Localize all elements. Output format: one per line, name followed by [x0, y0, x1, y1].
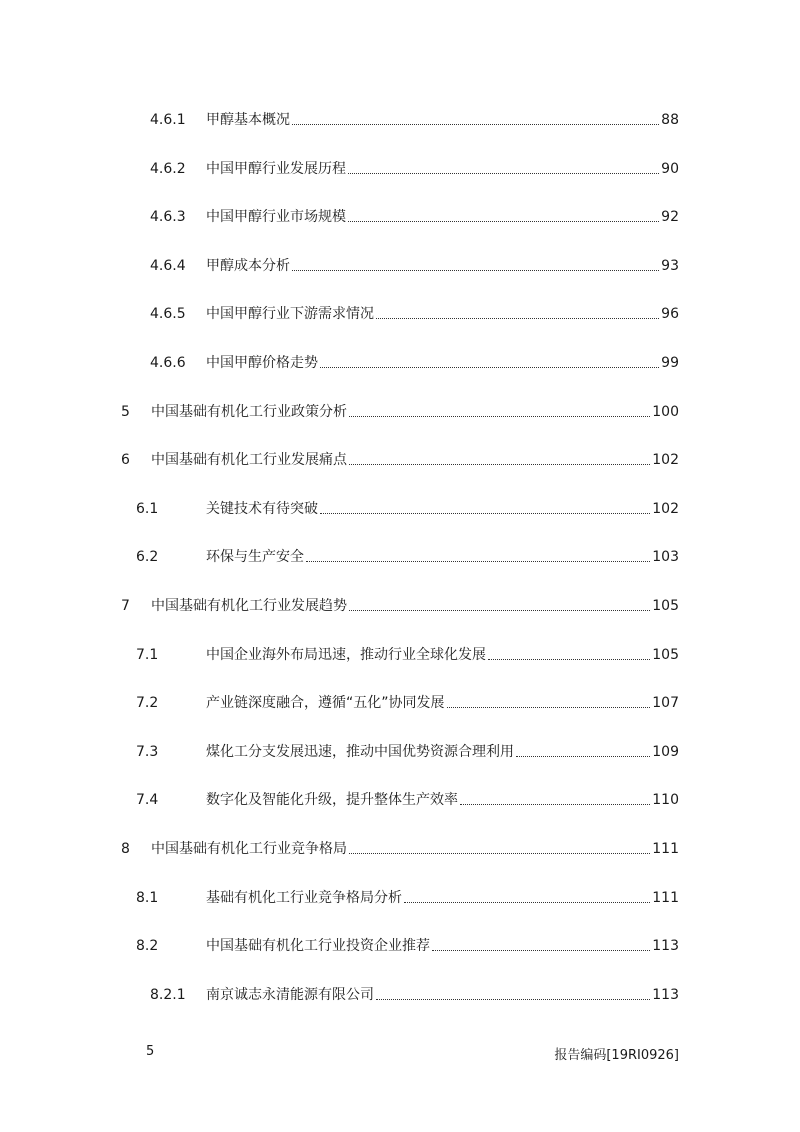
toc-entry-title: 中国基础有机化工行业发展痛点 [151, 452, 347, 469]
toc-entry-number: 4.6.3 [150, 209, 186, 226]
toc-entry-title: 煤化工分支发展迅速，推动中国优势资源合理利用 [206, 743, 514, 760]
toc-entry-title: 中国基础有机化工行业政策分析 [151, 403, 347, 420]
toc-entry-page: 113 [652, 986, 679, 1003]
toc-entry-page: 105 [652, 646, 679, 663]
toc-entry-page: 105 [652, 598, 679, 614]
toc-entry-page: 93 [661, 257, 679, 274]
toc-dot-leader [404, 902, 650, 903]
toc-entry-title: 关键技术有待突破 [206, 500, 318, 517]
toc-entry-page: 109 [652, 743, 679, 760]
toc-dot-leader [432, 950, 650, 951]
toc-dot-leader [320, 367, 659, 368]
toc-dot-leader [348, 221, 659, 222]
toc-entry-number: 4.6.1 [150, 112, 186, 128]
toc-dot-leader [516, 756, 650, 757]
toc-dot-leader [488, 659, 650, 660]
toc-entry-page: 113 [652, 938, 679, 955]
toc-entry-page: 107 [652, 695, 679, 712]
toc-entry-number: 6 [121, 452, 130, 469]
toc-dot-leader [349, 464, 650, 465]
toc-entry[interactable] [136, 495, 679, 519]
toc-entry-number: 8.1 [136, 889, 159, 906]
toc-entry[interactable] [136, 543, 679, 567]
toc-entry-number: 6.1 [136, 500, 159, 517]
toc-entry-page: 111 [652, 889, 679, 906]
toc-entry-title: 甲醇成本分析 [206, 257, 290, 274]
toc-entry[interactable] [121, 398, 679, 422]
toc-entry-title: 基础有机化工行业竞争格局分析 [206, 889, 402, 906]
toc-entry-page: 103 [652, 549, 679, 566]
toc-entry-number: 7 [121, 598, 130, 614]
toc-entry[interactable] [121, 835, 679, 859]
toc-entry-title: 中国甲醇价格走势 [206, 355, 318, 371]
toc-entry-title: 产业链深度融合，遵循“五化”协同发展 [206, 695, 445, 712]
toc-entry[interactable] [150, 981, 679, 1005]
toc-entry-number: 8.2 [136, 938, 159, 955]
toc-entry[interactable] [136, 689, 679, 713]
toc-entry-title: 数字化及智能化升级，提升整体生产效率 [206, 792, 458, 809]
footer-report-code: 报告编码[19RI0926] [554, 1048, 679, 1063]
toc-entry[interactable] [150, 349, 679, 373]
toc-entry-title: 中国甲醇行业下游需求情况 [206, 306, 374, 323]
toc-entry[interactable] [121, 446, 679, 470]
toc-entry[interactable] [150, 106, 679, 130]
toc-entry-number: 7.1 [136, 646, 159, 663]
toc-dot-leader [348, 173, 659, 174]
toc-dot-leader [376, 318, 659, 319]
toc-entry[interactable] [150, 252, 679, 276]
toc-entry-title: 中国基础有机化工行业发展趋势 [151, 598, 347, 614]
toc-entry[interactable] [136, 884, 679, 908]
toc-entry-number: 6.2 [136, 549, 159, 566]
toc-entry-number: 4.6.5 [150, 306, 186, 323]
toc-dot-leader [306, 561, 650, 562]
toc-entry-page: 102 [652, 452, 679, 469]
toc-entry-number: 7.2 [136, 695, 159, 712]
toc-entry-title: 南京诚志永清能源有限公司 [206, 986, 374, 1003]
toc-entry-page: 102 [652, 500, 679, 517]
toc-dot-leader [447, 707, 651, 708]
toc-entry-number: 7.3 [136, 743, 159, 760]
toc-entry-page: 110 [652, 792, 679, 809]
toc-dot-leader [349, 416, 650, 417]
toc-dot-leader [292, 270, 659, 271]
toc-entry-number: 4.6.6 [150, 355, 186, 371]
toc-dot-leader [376, 999, 650, 1000]
toc-entry-number: 7.4 [136, 792, 159, 809]
toc-entry-title: 环保与生产安全 [206, 549, 304, 566]
toc-entry-title: 甲醇基本概况 [206, 112, 290, 128]
toc-entry-number: 5 [121, 403, 130, 420]
toc-entry-page: 90 [661, 160, 679, 177]
toc-entry-page: 92 [661, 209, 679, 226]
toc-entry-number: 4.6.2 [150, 160, 186, 177]
toc-entry-title: 中国甲醇行业发展历程 [206, 160, 346, 177]
page-footer [146, 1044, 679, 1063]
toc-entry[interactable] [136, 786, 679, 810]
toc-entry[interactable] [136, 641, 679, 665]
toc-entry-number: 4.6.4 [150, 257, 186, 274]
toc-dot-leader [349, 610, 650, 611]
toc-entry-number: 8.2.1 [150, 986, 186, 1003]
toc-entry[interactable] [150, 300, 679, 324]
toc-entry[interactable] [121, 592, 679, 616]
toc-dot-leader [460, 804, 650, 805]
toc-entry-page: 111 [652, 841, 679, 857]
toc-dot-leader [349, 853, 650, 854]
footer-page-number: 5 [146, 1044, 155, 1059]
toc-entry-page: 96 [661, 306, 679, 323]
toc-entry[interactable] [150, 203, 679, 227]
toc-entry-page: 99 [661, 355, 679, 371]
toc-entry-page: 100 [652, 403, 679, 420]
toc-entry-title: 中国甲醇行业市场规模 [206, 209, 346, 226]
toc-entry-title: 中国企业海外布局迅速，推动行业全球化发展 [206, 646, 486, 663]
toc-dot-leader [320, 513, 650, 514]
toc-dot-leader [292, 124, 659, 125]
toc-entry[interactable] [136, 738, 679, 762]
toc-entry-title: 中国基础有机化工行业竞争格局 [151, 841, 347, 857]
toc-entry-title: 中国基础有机化工行业投资企业推荐 [206, 938, 430, 955]
toc-entry[interactable] [136, 932, 679, 956]
toc-entry-page: 88 [661, 112, 679, 128]
toc-entry[interactable] [150, 155, 679, 179]
toc-entry-number: 8 [121, 841, 130, 857]
